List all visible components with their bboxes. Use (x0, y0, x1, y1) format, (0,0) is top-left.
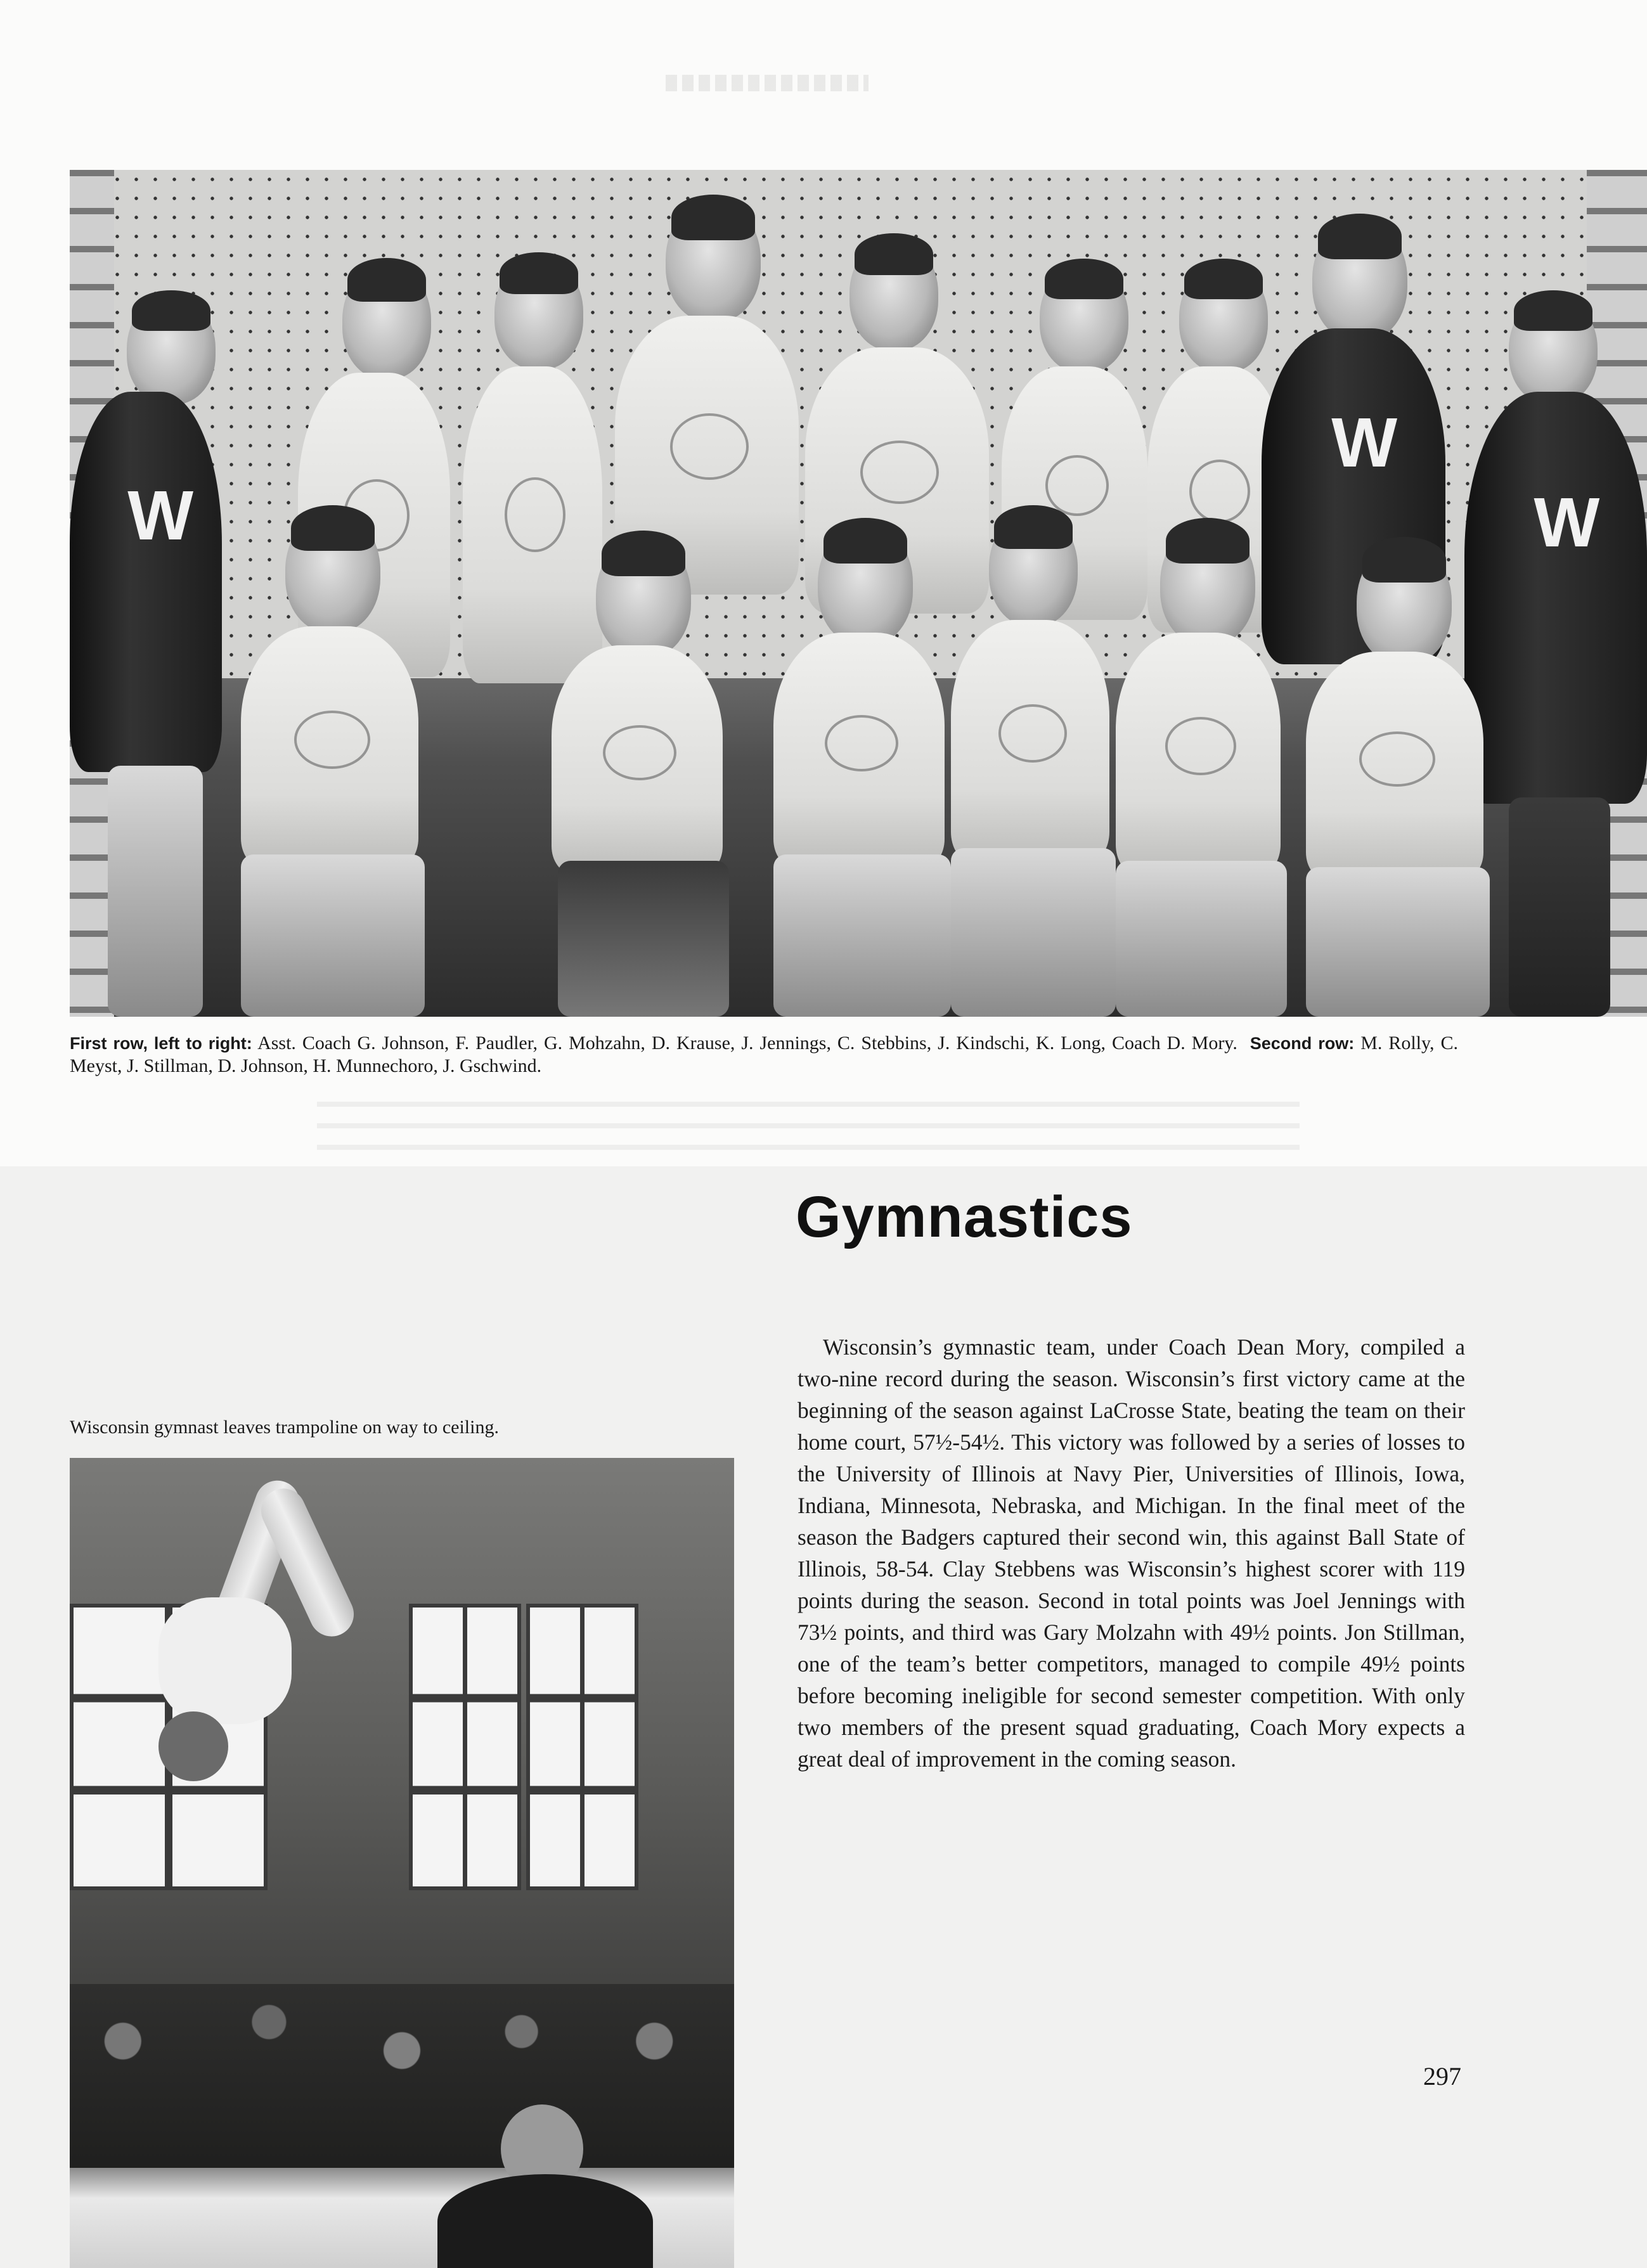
article-body: Wisconsin’s gymnastic team, under Coach Dean Mory, compiled a two-nine record during the season. Wisconsin’s first victory came at the beginning of the season against LaCrosse State, beating the team on their home court, 57½-54½. This victory was followed by a series of losses to the University of Illinois at Navy Pier, Universities of Illinois, Iowa, Indiana, Minnesota, Nebraska, and Michigan. In the final meet of the season the Badgers captured their second win, this against Ball State of Illinois, 58-54. Clay Stebbens was Wisconsin’s highest scorer with 119 points during the season. Second in total points was Joel Jennings with 73½ points, and third was Gary Molzahn with 49½ points. Jon Stillman, one of the team’s better competitors, managed to compile 49½ points before becoming ineligible for second semester competition. With only two members of the present squad graduating, Coach Mory expects a great deal of improvement in the coming season. (798, 1334, 1465, 1772)
team-member: W (70, 297, 222, 1017)
team-member (1306, 544, 1490, 1017)
team-member (1116, 525, 1287, 1017)
team-member (228, 512, 431, 1017)
bleed-through-shadow (317, 1085, 1300, 1155)
article-title: Gymnastics (796, 1185, 1133, 1249)
gym-window (409, 1604, 521, 1890)
team-member (773, 525, 951, 1017)
team-member: W (1464, 297, 1647, 1017)
gym-window (526, 1604, 638, 1890)
page-number: 297 (1423, 2062, 1461, 2091)
team-member: W (1262, 221, 1445, 664)
trampoline-photo-caption: Wisconsin gymnast leaves trampoline on way to ceiling. (70, 1417, 499, 1438)
spotter (425, 2104, 666, 2268)
trampoline-photo (70, 1458, 734, 2268)
caption-second-row-text: M. Rolly, C. Meyst, J. Stillman, D. Johnson, H. Munnechoro, J. Gschwind. (70, 1033, 1458, 1076)
team-member (951, 512, 1116, 1017)
caption-second-row-label: Second row: (1250, 1034, 1355, 1053)
caption-first-row-label: First row, left to right: (70, 1034, 252, 1053)
gymnast (139, 1471, 349, 1800)
caption-first-row-text: Asst. Coach G. Johnson, F. Paudler, G. Mohzahn, D. Krause, J. Jennings, C. Stebbins, J. Kindschi, K. Long, Coach D. Mory. (257, 1033, 1237, 1053)
team-photo (70, 170, 1647, 1017)
bleed-through-shadow-top (666, 75, 869, 91)
team-member (552, 538, 729, 1017)
team-photo-caption (70, 1032, 1458, 1078)
